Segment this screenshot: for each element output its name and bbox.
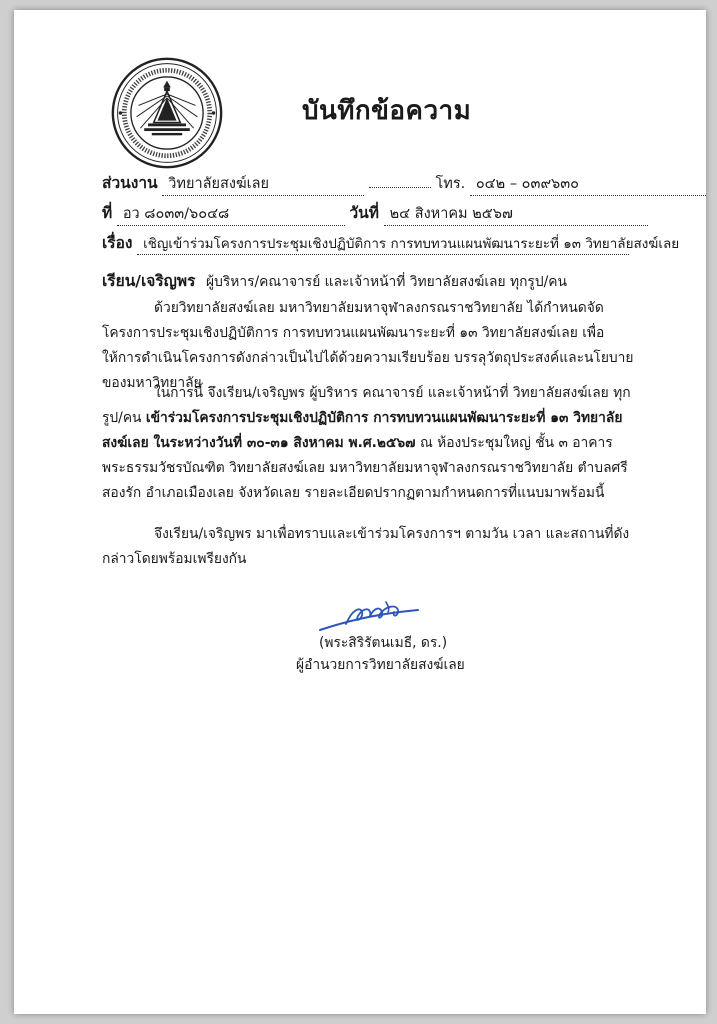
subject-value: เชิญเข้าร่วมโครงการประชุมเชิงปฏิบัติการ การทบทวนแผนพัฒนาระยะที่ ๑๓ วิทยาลัยสงฆ์เลย <box>137 232 629 255</box>
subject-label: เรื่อง <box>102 234 133 252</box>
body-paragraph-2-rest: ณ ห้องประชุมใหญ่ ชั้น ๓ อาคารพระธรรมวัชรบัณฑิต วิทยาลัยสงฆ์เลย มหาวิทยาลัยมหาจุฬาลงกรณราชวิทยาลัย ตำบลศรีสองรัก อำเภอเมืองเลย จังหวัดเลย รายละเอียดปรากฏตามกำหนดการที่แนบมาพร้อมนี้ <box>102 435 628 501</box>
subject-row <box>102 230 680 255</box>
department-label: ส่วนงาน <box>102 174 158 192</box>
date-label: วันที่ <box>349 204 379 222</box>
department-value: วิทยาลัยสงฆ์เลย <box>162 172 364 196</box>
body-paragraph-2-highlight: เข้าร่วมโครงการประชุมเชิงปฏิบัติการ การทบทวนแผนพัฒนาระยะที่ ๑๓ วิทยาลัยสงฆ์เลย ในระหว่างวันที่ ๓๐-๓๑ สิงหาคม พ.ศ.๒๕๖๗ <box>102 410 623 451</box>
university-seal-logo <box>110 56 224 170</box>
handwritten-signature <box>314 598 426 636</box>
body-paragraph-2 <box>102 381 636 506</box>
memo-page <box>14 10 706 1014</box>
signer-name: (พระสิริรัตนเมธี, ดร.) <box>319 635 448 651</box>
reference-row <box>102 200 648 226</box>
signer-position: ผู้อำนวยการวิทยาลัยสงฆ์เลย <box>296 657 465 673</box>
reference-value: อว ๘๐๓๓/๖๐๔๘ <box>117 202 345 226</box>
reference-label: ที่ <box>102 204 113 222</box>
date-value: ๒๔ สิงหาคม ๒๕๖๗ <box>384 202 648 226</box>
body-paragraph-1-text: ด้วยวิทยาลัยสงฆ์เลย มหาวิทยาลัยมหาจุฬาลงกรณราชวิทยาลัย ได้กำหนดจัดโครงการประชุมเชิงปฏิบัติการ การทบทวนแผนพัฒนาระยะที่ ๑๓ วิทยาลัยสงฆ์เลย เพื่อให้การดำเนินโครงการดังกล่าวเป็นไปได้ด้วยความเรียบร้อย บรรลุวัตถุประสงค์และนโยบายของมหาวิทยาลัย <box>102 300 634 391</box>
salutation-label: เรียน/เจริญพร <box>102 272 196 290</box>
phone-value: ๐๔๒ – ๐๓๙๖๓๐ <box>470 172 706 196</box>
phone-label: โทร. <box>435 176 466 192</box>
body-paragraph-3-text: จึงเรียน/เจริญพร มาเพื่อทราบและเข้าร่วมโครงการฯ ตามวัน เวลา และสถานที่ดังกล่าวโดยพร้อมเพรียงกัน <box>102 526 630 567</box>
spacer-dots <box>369 187 431 188</box>
salutation-value: ผู้บริหาร/คณาจารย์ และเจ้าหน้าที่ วิทยาลัยสงฆ์เลย ทุกรูป/คน <box>206 274 567 290</box>
body-paragraph-2-intro: ในการนี้ จึงเรียน/เจริญพร ผู้บริหาร คณาจารย์ และเจ้าหน้าที่ วิทยาลัยสงฆ์เลย ทุกรูป/คน <box>102 385 631 426</box>
memo-title: บันทึกข้อความ <box>302 96 472 126</box>
salutation-row <box>102 268 567 293</box>
department-row <box>102 170 706 196</box>
body-paragraph-3 <box>102 522 636 572</box>
